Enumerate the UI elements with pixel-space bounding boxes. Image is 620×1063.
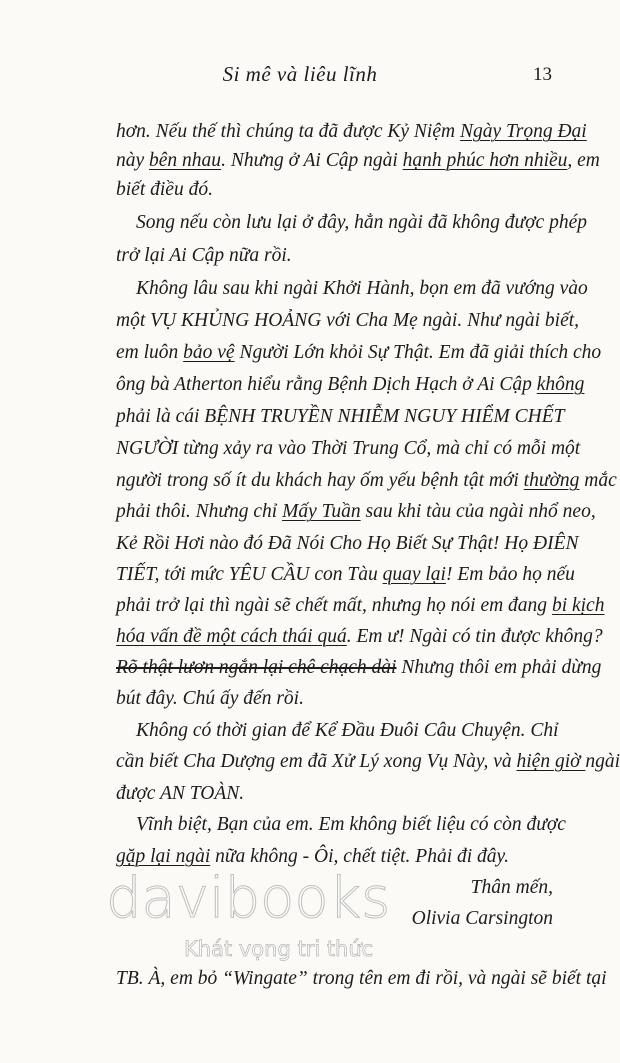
text-span: . Em ư! Ngài có tin được không? xyxy=(346,626,603,647)
underlined-text: hiện giờ xyxy=(516,751,586,772)
underlined-text: quay lại xyxy=(382,564,446,585)
text-line xyxy=(136,277,588,301)
underlined-text: bi kịch xyxy=(551,595,605,616)
text-line xyxy=(116,405,565,429)
text-span: Không lâu sau khi ngài Khởi Hành, bọn em đã vướng vào xyxy=(136,278,588,299)
text-line xyxy=(116,687,553,711)
text-span: ngài xyxy=(585,751,620,772)
text-span: Vĩnh biệt, Bạn của em. Em không biết liệu có còn được xyxy=(136,814,566,835)
text-line xyxy=(412,907,553,931)
text-span: Người Lớn khỏi Sự Thật. Em đã giải thích cho xyxy=(234,342,602,363)
underlined-text: gặp lại ngài xyxy=(116,846,211,867)
text-span: phải trở lại thì ngài sẽ chết mất, nhưng họ nói em đang xyxy=(116,595,552,616)
text-line xyxy=(116,563,575,587)
text-line xyxy=(136,813,566,837)
underlined-text: Ngày Trọng Đại xyxy=(459,121,587,142)
text-line xyxy=(116,178,553,202)
text-span: NGƯỜI từng xảy ra vào Thời Trung Cổ, mà chỉ có mỗi một xyxy=(116,438,581,459)
page-number: 13 xyxy=(533,64,552,85)
text-span: Olivia Carsington xyxy=(411,908,553,929)
text-span: , em xyxy=(567,150,600,171)
struck-text: Rõ thật lươn ngắn lại chê chạch dài xyxy=(116,657,397,678)
text-line xyxy=(116,625,603,649)
text-span: một VỤ KHỦNG HOẢNG với Cha Mẹ ngài. Như ngài biết, xyxy=(116,310,580,331)
text-span: cần biết Cha Dượng em đã Xử Lý xong Vụ Này, và xyxy=(116,751,517,772)
text-span: TIẾT, tới mức YÊU CẦU con Tàu xyxy=(116,564,383,585)
text-span: nữa không - Ôi, chết tiệt. Phải đi đây. xyxy=(210,846,510,867)
text-line xyxy=(116,341,602,365)
text-span: Nhưng thôi em phải dừng xyxy=(396,657,602,678)
text-line xyxy=(136,719,559,743)
text-span: TB. À, em bỏ “Wingate” trong tên em đi rồi, và ngài sẽ biết tại xyxy=(116,968,607,989)
text-span: Song nếu còn lưu lại ở đây, hẳn ngài đã không được phép xyxy=(136,212,587,233)
text-span: trở lại Ai Cập nữa rồi. xyxy=(116,245,292,266)
text-span: phải là cái BỆNH TRUYỀN NHIỄM NGUY HIỂM CHẾT xyxy=(116,406,565,427)
text-span: người trong số ít du khách hay ốm yếu bệnh tật mới xyxy=(116,470,524,491)
text-line xyxy=(116,437,581,461)
text-span: sau khi tàu của ngài nhổ neo, xyxy=(360,501,596,522)
watermark-logo: davibooks xyxy=(106,866,391,931)
page-header xyxy=(0,62,600,92)
text-line xyxy=(116,750,620,774)
text-line xyxy=(116,594,605,618)
text-span: bút đây. Chú ấy đến rồi. xyxy=(116,688,304,709)
text-span: phải thôi. Nhưng chỉ xyxy=(116,501,283,522)
text-line xyxy=(116,120,587,144)
watermark-slogan: Khát vọng tri thức xyxy=(184,937,374,961)
text-span: Thân mến, xyxy=(470,877,553,898)
text-line xyxy=(116,532,579,556)
text-span: . Nhưng ở Ai Cập ngài xyxy=(221,150,403,171)
text-span: này xyxy=(116,150,150,171)
text-line xyxy=(116,782,553,806)
text-line xyxy=(116,656,602,680)
text-line xyxy=(116,309,580,333)
underlined-text: bảo vệ xyxy=(183,342,235,363)
underlined-text: hóa vấn đề một cách thái quá xyxy=(116,626,347,647)
text-line xyxy=(116,373,585,397)
text-span: mắc xyxy=(579,470,617,491)
underlined-text: Mấy Tuần xyxy=(282,501,361,522)
text-span: ông bà Atherton hiểu rằng Bệnh Dịch Hạch ở Ai Cập xyxy=(116,374,537,395)
text-line xyxy=(116,149,600,173)
running-title: Si mê và liêu lĩnh xyxy=(222,62,378,86)
underlined-text: bên nhau xyxy=(149,150,222,171)
text-line xyxy=(116,469,617,493)
text-span: hơn. Nếu thế thì chúng ta đã được Kỷ Niệm xyxy=(116,121,460,142)
underlined-text: thường xyxy=(523,470,580,491)
text-line xyxy=(116,244,553,268)
text-span: ! Em bảo họ nếu xyxy=(445,564,575,585)
text-line xyxy=(116,500,596,524)
text-line xyxy=(136,211,587,235)
text-span: biết điều đó. xyxy=(116,179,213,200)
text-span: Không có thời gian để Kể Đầu Đuôi Câu Chuyện. Chỉ xyxy=(136,720,559,741)
underlined-text: không xyxy=(536,374,585,395)
text-span: Kẻ Rồi Hơi nào đó Đã Nói Cho Họ Biết Sự Thật! Họ ĐIÊN xyxy=(116,533,579,554)
underlined-text: hạnh phúc hơn nhiều xyxy=(402,150,568,171)
text-span: em luôn xyxy=(116,342,184,363)
text-span: được AN TOÀN. xyxy=(116,783,245,804)
text-line xyxy=(116,967,607,991)
text-line xyxy=(471,876,553,900)
